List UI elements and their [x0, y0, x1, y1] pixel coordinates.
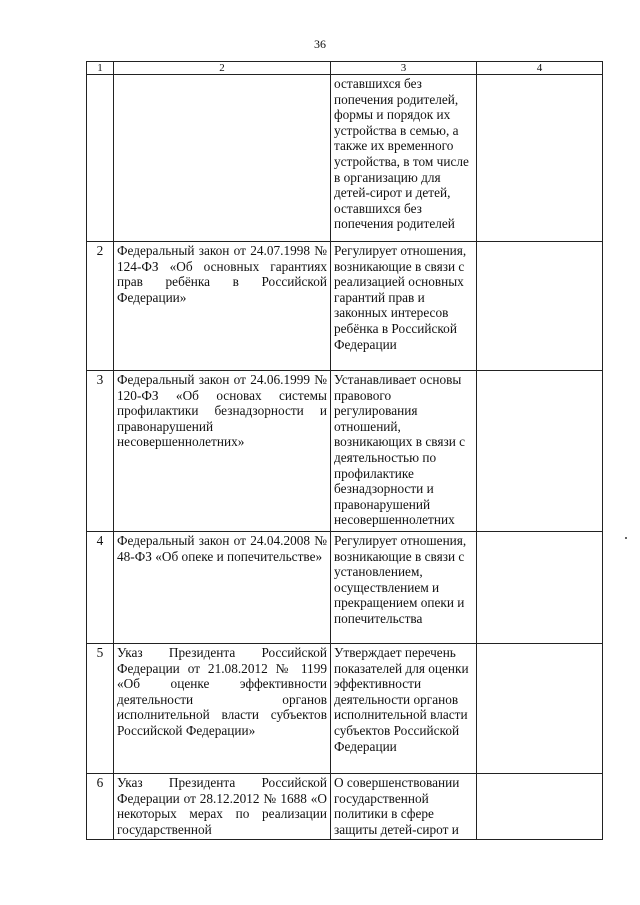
column-header-1: 1 — [87, 62, 114, 75]
table-row — [87, 75, 603, 242]
column-header-4: 4 — [477, 62, 603, 75]
act-title: Указ Президента Российской Федерации от 28.12.2012 № 1688 «О некоторых мерах по реализации государственной — [114, 774, 331, 840]
act-description: Устанавливает основы правового регулирования отношений, возникающих в связи с деятельностью по профилактике безнадзорности и правонарушений несовершеннолетних — [331, 371, 477, 532]
act-description: О совершенствовании государственной политики в сфере защиты детей-сирот и — [331, 774, 477, 840]
scan-speck — [625, 537, 627, 539]
row-number: 5 — [87, 644, 114, 774]
table-row — [87, 371, 603, 532]
table-row — [87, 242, 603, 371]
act-title: Указ Президента Российской Федерации от 21.08.2012 № 1199 «Об оценке эффективности деятельности органов исполнительной власти субъектов Российской Федерации» — [114, 644, 331, 774]
act-title: Федеральный закон от 24.04.2008 № 48-ФЗ «Об опеке и попечительстве» — [114, 532, 331, 644]
row-number: 2 — [87, 242, 114, 371]
act-description: Регулирует отношения, возникающие в связи с установлением, осуществлением и прекращением опеки и попечительства — [331, 532, 477, 644]
row-note — [477, 242, 603, 371]
row-note — [477, 75, 603, 242]
row-number: 3 — [87, 371, 114, 532]
page-number: 36 — [314, 37, 326, 51]
table-row — [87, 644, 603, 774]
row-number: 6 — [87, 774, 114, 840]
act-description: Регулирует отношения, возникающие в связи с реализацией основных гарантий прав и законных интересов ребёнка в Российской Федерации — [331, 242, 477, 371]
row-note — [477, 644, 603, 774]
act-description: оставшихся без попечения родителей, формы и порядок их устройства в семью, а также их временного устройства, в том числе в организацию для детей-сирот и детей, оставшихся без попечения родителей — [331, 75, 477, 242]
column-number-row — [87, 62, 603, 75]
column-header-3: 3 — [331, 62, 477, 75]
act-description: Утверждает перечень показателей для оценки эффективности деятельности органов исполнительной власти субъектов Российской Федерации — [331, 644, 477, 774]
row-number: 4 — [87, 532, 114, 644]
row-note — [477, 371, 603, 532]
act-title: Федеральный закон от 24.06.1999 № 120-ФЗ «Об основах системы профилактики безнадзорности и правонарушений несовершеннолетних» — [114, 371, 331, 532]
column-header-2: 2 — [114, 62, 331, 75]
row-number — [87, 75, 114, 242]
regulatory-acts-table — [86, 61, 603, 840]
act-title: Федеральный закон от 24.07.1998 № 124-ФЗ «Об основных гарантиях прав ребёнка в Российской Федерации» — [114, 242, 331, 371]
row-note — [477, 532, 603, 644]
act-title — [114, 75, 331, 242]
table-row — [87, 774, 603, 840]
row-note — [477, 774, 603, 840]
table-row — [87, 532, 603, 644]
